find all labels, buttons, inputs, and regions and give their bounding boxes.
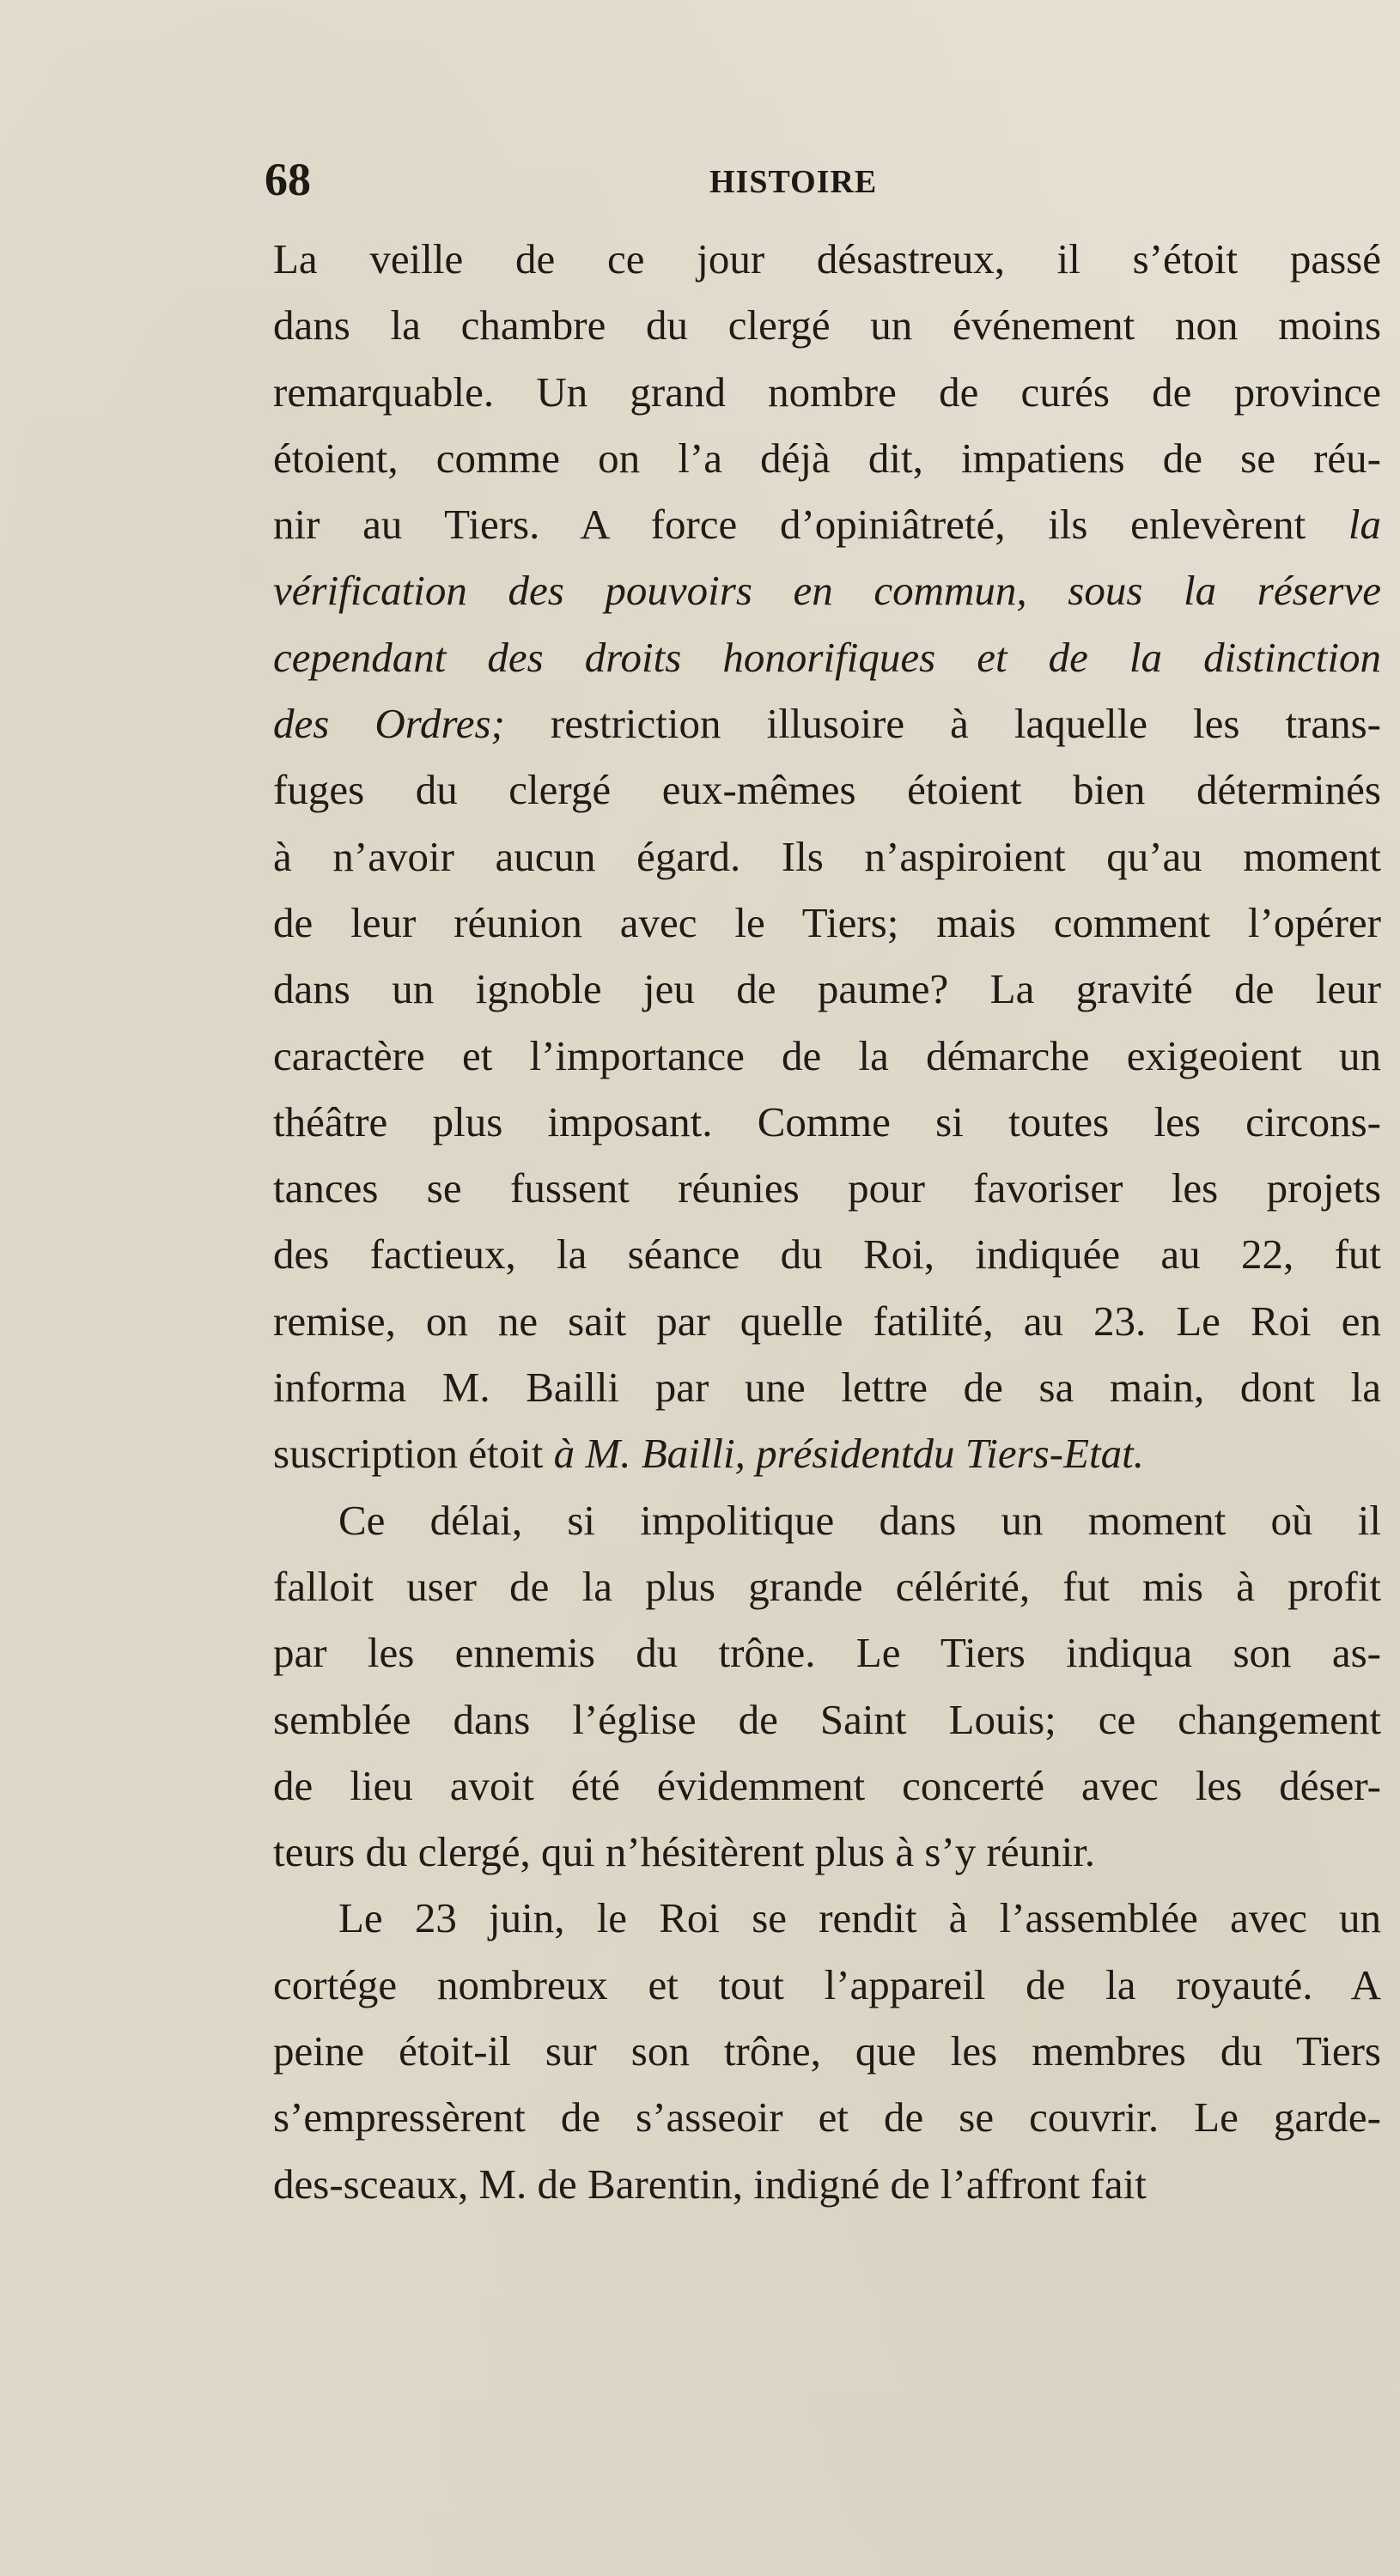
- text-run: de lieu avoit été évidemment concerté avec les déser-: [273, 1761, 1381, 1809]
- text-line: [273, 1221, 1381, 1287]
- text-run: nir au Tiers. A force d’opiniâtreté, ils enlevèrent: [273, 501, 1348, 549]
- text-run: teurs du clergé, qui n’hésitèrent plus à s’y réunir.: [273, 1828, 1096, 1876]
- text-run: dans la chambre du clergé un événement non moins: [273, 301, 1381, 349]
- text-run: caractère et l’importance de la démarche exigeoient un: [273, 1031, 1381, 1079]
- text-line: [273, 2151, 1381, 2217]
- text-line: [273, 1155, 1381, 1221]
- text-line: [273, 425, 1381, 491]
- text-line: [273, 2084, 1381, 2150]
- text-line: [273, 557, 1381, 623]
- text-run: s’empressèrent de s’asseoir et de se couvrir. Le garde-: [273, 2093, 1381, 2142]
- text-run: par les ennemis du trône. Le Tiers indiqua son as-: [273, 1629, 1381, 1677]
- text-line: [273, 1023, 1381, 1089]
- text-line: [273, 1885, 1381, 1951]
- text-run: Le 23 juin, le Roi se rendit à l’assemblée avec un: [338, 1894, 1381, 1942]
- text-line: [273, 1420, 1381, 1486]
- text-run: à n’avoir aucun égard. Ils n’aspiroient qu’au moment: [273, 832, 1381, 880]
- text-line: [273, 226, 1381, 292]
- text-line: [273, 690, 1381, 756]
- text-line: [273, 1288, 1381, 1354]
- text-line: [273, 624, 1381, 690]
- text-line: [273, 823, 1381, 890]
- text-line: [273, 491, 1381, 557]
- text-run: suscription étoit: [273, 1430, 554, 1478]
- text-line: [273, 359, 1381, 425]
- page-number: 68: [265, 154, 311, 205]
- text-line: [273, 1686, 1381, 1753]
- text-line: [273, 1089, 1381, 1155]
- text-line: [273, 1553, 1381, 1619]
- running-head: HISTOIRE: [709, 164, 878, 200]
- italic-text: vérification des pouvoirs en commun, sous la réserve: [273, 567, 1381, 615]
- text-run: des factieux, la séance du Roi, indiquée au 22, fut: [273, 1230, 1381, 1279]
- text-run: remise, on ne sait par quelle fatilité, au 23. Le Roi en: [273, 1297, 1381, 1345]
- text-run: remarquable. Un grand nombre de curés de province: [273, 368, 1381, 416]
- text-run: cortége nombreux et tout l’appareil de la royauté. A: [273, 1960, 1381, 2008]
- italic-text: la: [1348, 501, 1381, 549]
- paragraph: [273, 1885, 1381, 2216]
- text-run: tances se fussent réunies pour favoriser les projets: [273, 1164, 1381, 1212]
- text-line: [273, 1753, 1381, 1819]
- text-run: La veille de ce jour désastreux, il s’étoit passé: [273, 235, 1381, 283]
- paragraph: [273, 1487, 1381, 1886]
- page-header: [265, 153, 1381, 213]
- text-run: théâtre plus imposant. Comme si toutes les circons-: [273, 1097, 1381, 1145]
- italic-text: des Ordres;: [273, 700, 505, 748]
- text-line: [273, 1487, 1381, 1553]
- body-text: [273, 226, 1381, 2217]
- text-line: [273, 956, 1381, 1022]
- text-run: des-sceaux, M. de Barentin, indigné de l’affront fait: [273, 2160, 1147, 2208]
- text-line: [273, 890, 1381, 956]
- text-run: falloit user de la plus grande célérité, fut mis à profit: [273, 1562, 1381, 1610]
- italic-text: à M. Bailli, présidentdu Tiers-Etat.: [553, 1430, 1144, 1478]
- text-run: restriction illusoire à laquelle les trans-: [504, 700, 1382, 748]
- text-line: [273, 292, 1381, 358]
- text-run: semblée dans l’église de Saint Louis; ce changement: [273, 1695, 1381, 1743]
- text-line: [273, 2018, 1381, 2084]
- text-run: dans un ignoble jeu de paume? La gravité de leur: [273, 965, 1381, 1013]
- text-run: de leur réunion avec le Tiers; mais comment l’opérer: [273, 898, 1381, 946]
- italic-text: cependant des droits honorifiques et de la distinction: [273, 633, 1381, 681]
- text-run: Ce délai, si impolitique dans un moment où il: [338, 1496, 1381, 1544]
- text-run: informa M. Bailli par une lettre de sa main, dont la: [273, 1364, 1381, 1412]
- text-line: [273, 1354, 1381, 1420]
- text-line: [273, 1819, 1381, 1885]
- text-line: [273, 1619, 1381, 1686]
- text-line: [273, 756, 1381, 823]
- paragraph: [273, 226, 1381, 1487]
- text-run: fuges du clergé eux-mêmes étoient bien déterminés: [273, 766, 1381, 814]
- text-run: étoient, comme on l’a déjà dit, impatiens de se réu-: [273, 434, 1381, 482]
- text-run: peine étoit-il sur son trône, que les membres du Tiers: [273, 2027, 1381, 2075]
- text-line: [273, 1952, 1381, 2018]
